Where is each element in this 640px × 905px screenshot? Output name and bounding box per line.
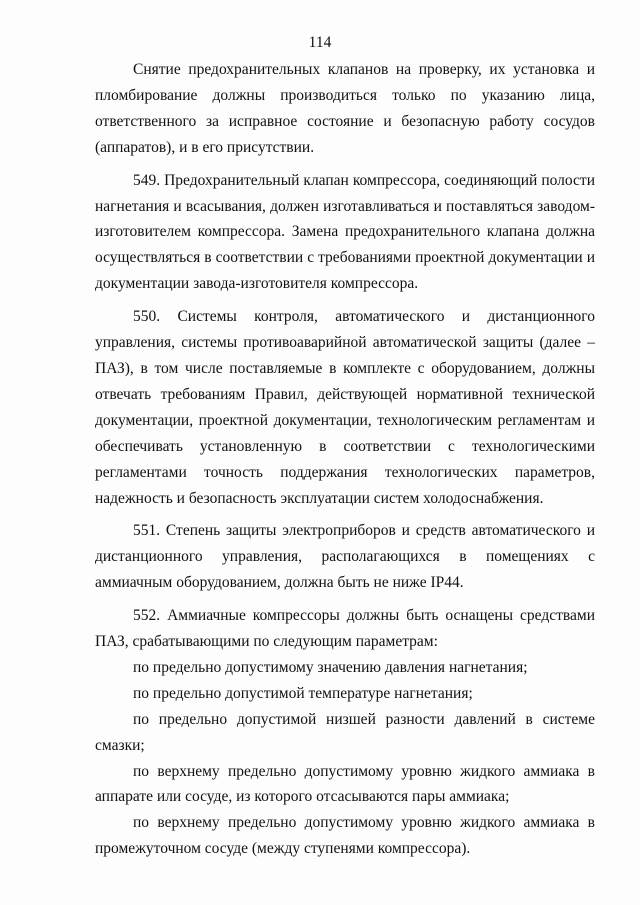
- page-number: 114: [308, 34, 332, 51]
- paragraph-550: 550. Системы контроля, автоматического и дистанционного управления, системы противоаварийной автоматической защиты (далее – ПАЗ), в том числе поставляемые в комплекте с оборудованием, должны отвечать требованиям Правил, действующей нормативной технической документации, проектной документации, технологическим регламентам и обеспечивать установленную в соответствии с технологическими регламентами точность поддержания технологических параметров, надежность и безопасность эксплуатации систем холодоснабжения.: [95, 308, 595, 507]
- paragraph-552: 552. Аммиачные компрессоры должны быть оснащены средствами ПАЗ, срабатывающими по следующим параметрам:: [95, 607, 595, 651]
- list-item-apparatus-ammonia-level: по верхнему предельно допустимому уровню жидкого аммиака в аппарате или сосуде, из которого отсасываются пары аммиака;: [95, 762, 595, 806]
- list-item-discharge-temperature: по предельно допустимой температуре нагнетания;: [133, 684, 473, 702]
- list-item-oil-pressure-difference: по предельно допустимой низшей разности давлений в системе смазки;: [95, 710, 595, 754]
- paragraph-valve-removal: Снятие предохранительных клапанов на проверку, их установка и пломбирование должны производиться только по указанию лица, ответственного за исправное состояние и безопасную работу сосудов (аппаратов), и в его присутствии.: [95, 61, 595, 156]
- paragraph-549: 549. Предохранительный клапан компрессора, соединяющий полости нагнетания и всасывания, должен изготавливаться и поставляться заводом-изготовителем компрессора. Замена предохранительного клапана должна осуществляться в соответствии с требованиями проектной документации и документации завода-изготовителя компрессора.: [95, 171, 595, 293]
- list-item-intermediate-vessel-level: по верхнему предельно допустимому уровню жидкого аммиака в промежуточном сосуде (между ступенями компрессора).: [95, 814, 595, 858]
- list-item-discharge-pressure: по предельно допустимому значению давления нагнетания;: [133, 658, 528, 676]
- paragraph-551: 551. Степень защиты электроприборов и средств автоматического и дистанционного управления, располагающихся в помещениях с аммиачным оборудованием, должна быть не ниже IP44.: [95, 522, 595, 592]
- document-body: [95, 57, 595, 862]
